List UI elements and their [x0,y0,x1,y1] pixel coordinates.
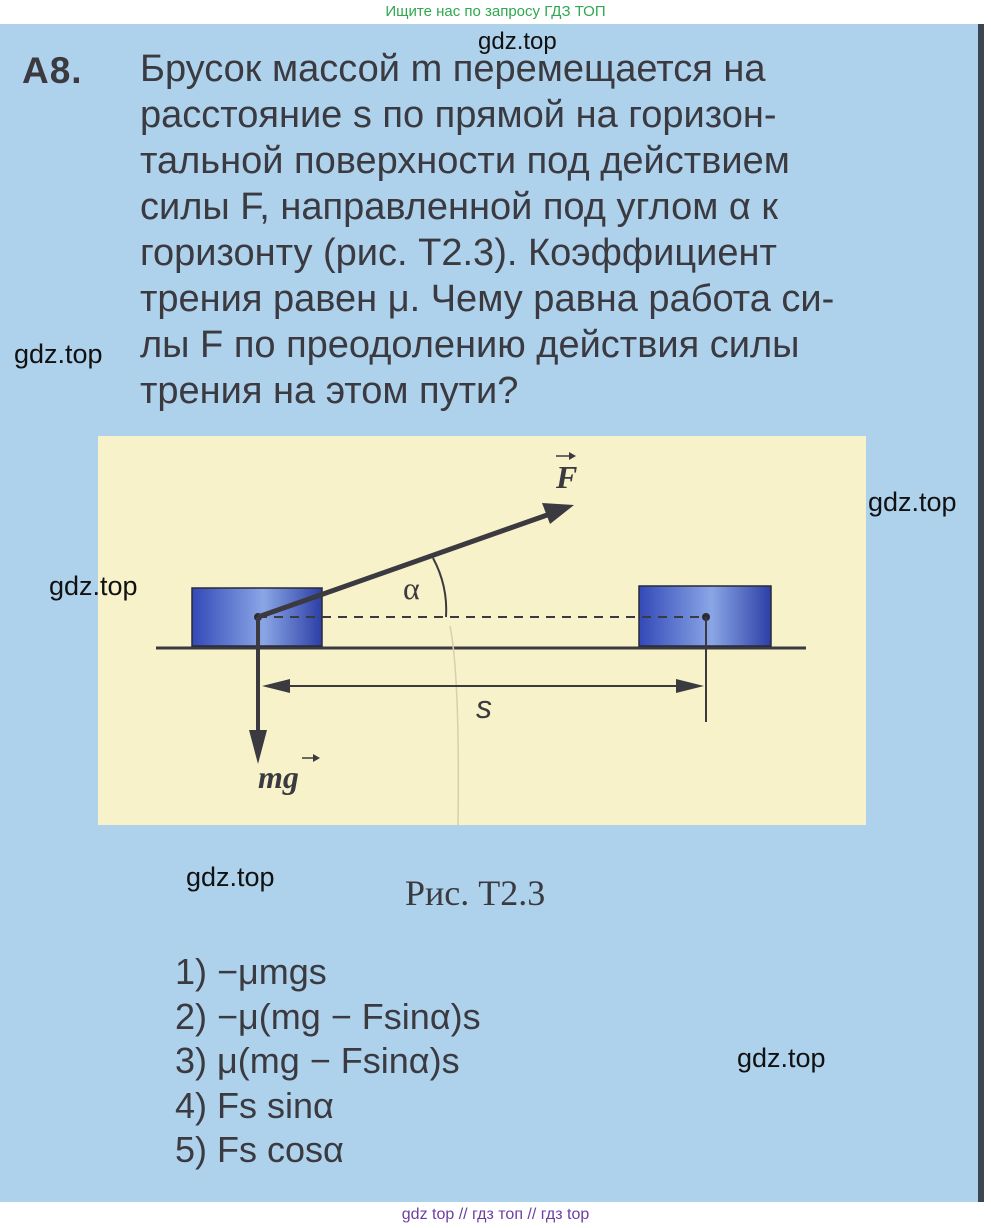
question-line-8: трения на этом пути? [140,370,519,412]
watermark-caption: gdz.top [186,862,275,892]
distance-arrow-right [676,679,704,693]
question-line-6: трения равен μ. Чему равна работа си- [140,278,835,320]
force-diagram [98,436,866,825]
search-banner[interactable]: Ищите нас по запросу ГДЗ ТОП [385,3,606,20]
question-line-7: лы F по преодолению действия силы [140,324,800,366]
distance-label: s [476,689,492,725]
figure-t2-3 [98,436,866,825]
watermark-answers: gdz.top [737,1043,826,1073]
answer-option-3: 3) μ(mg − Fsinα)s [175,1040,460,1081]
answer-options [175,950,481,1173]
force-arrowhead [542,503,574,524]
force-label: F [556,459,578,495]
question-line-4: силы F, направленной под углом α к [140,186,779,228]
watermark-left: gdz.top [14,339,103,369]
watermark-right: gdz.top [868,487,957,517]
watermark-figure: gdz.top [49,571,138,601]
page-edge [978,24,984,1202]
gravity-vector-tip [313,754,320,762]
question-line-3: тальной поверхности под действием [140,140,790,182]
angle-arc [433,558,446,617]
footer-links[interactable]: gdz top // гдз топ // гдз top [401,1206,590,1223]
question-text [140,46,936,414]
answer-option-2: 2) −μ(mg − Fsinα)s [175,995,481,1037]
question-line-1: Брусок массой m перемещается на [140,48,766,90]
guide-curve [450,626,458,825]
question-line-2: расстояние s по прямой на горизон- [140,94,777,136]
gravity-label: mg [258,759,299,795]
watermark-top: gdz.top [478,28,557,55]
answer-option-5: 5) Fs cosα [175,1129,344,1170]
answer-option-1: 1) −μmgs [175,951,327,992]
angle-label: α [403,570,420,606]
question-number: А8. [22,50,83,91]
answer-option-4: 4) Fs sinα [175,1084,334,1126]
distance-arrow-left [262,679,290,693]
question-line-5: горизонту (рис. Т2.3). Коэффициент [140,232,777,274]
figure-caption: Рис. Т2.3 [405,873,546,913]
